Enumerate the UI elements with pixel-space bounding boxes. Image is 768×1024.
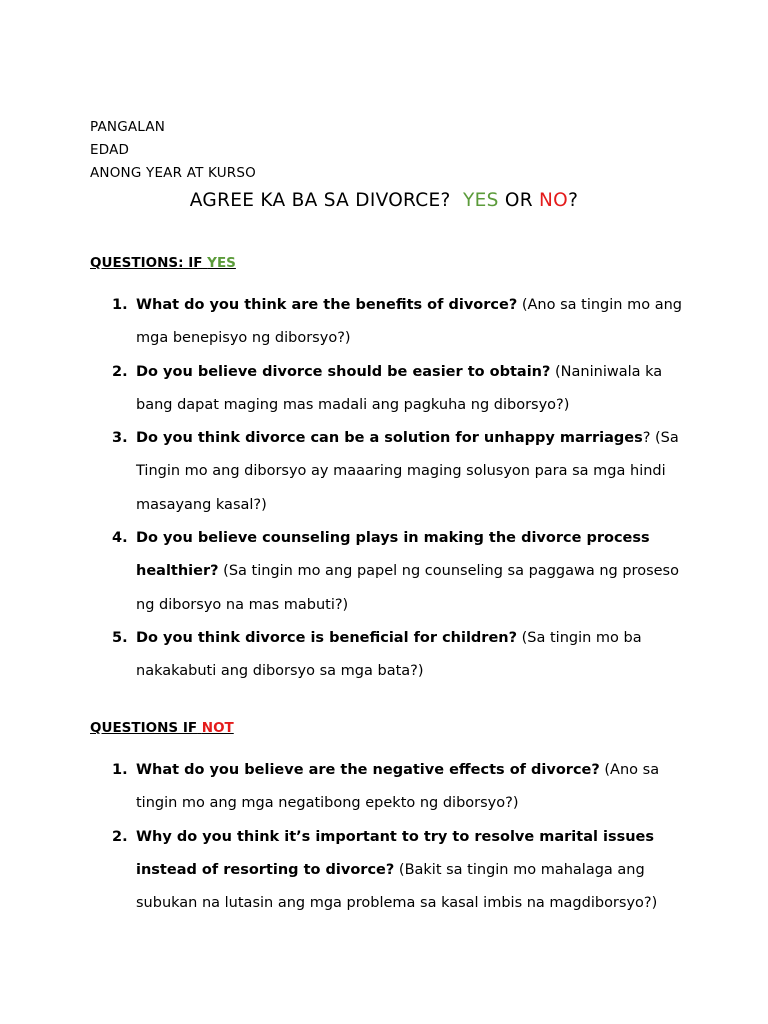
- question-number: 1.: [112, 297, 128, 313]
- question-number: 2.: [112, 828, 128, 845]
- question-translation: (Sa tingin mo ba nakakabuti ang diborsyo sa mga bata?): [136, 629, 642, 680]
- question-translation: (Bakit sa tingin mo mahalaga ang subukan na lutasin ang mga problema sa kasal imbis na magdiborsyo?): [136, 861, 658, 912]
- question-text: Why do you think it’s important to try to resolve marital issues instead of resorting to divorce?: [136, 828, 655, 878]
- no-question-list: [0, 754, 768, 920]
- title-main: AGREE KA BA SA DIVORCE?: [189, 190, 451, 211]
- title-no: NO: [539, 190, 569, 211]
- section-yes-heading: [90, 255, 236, 271]
- question-text: Do you think divorce can be a solution for unhappy marriages: [136, 430, 643, 447]
- section-yes-prefix: QUESTIONS: IF: [90, 255, 203, 271]
- age-label: EDAD: [90, 142, 130, 158]
- section-no-heading: [90, 720, 234, 736]
- section-yes-colored: YES: [207, 255, 236, 271]
- list-item: [0, 356, 768, 423]
- question-text: Do you think divorce is beneficial for children?: [136, 629, 518, 646]
- question-number: 4.: [112, 530, 128, 547]
- list-item: [0, 821, 768, 921]
- question-translation: (Ano sa tingin mo ang mga negatibong epekto ng diborsyo?): [136, 762, 660, 812]
- question-number: 1.: [112, 762, 128, 778]
- question-translation: (Naniniwala ka bang dapat maging mas madali ang pagkuha ng diborsyo?): [136, 363, 663, 413]
- question-number: 2.: [112, 363, 128, 380]
- question-text: What do you think are the benefits of divorce?: [136, 297, 518, 313]
- yes-question-list: [0, 289, 768, 689]
- question-text: What do you believe are the negative effects of divorce?: [136, 762, 600, 778]
- question-number: 5.: [112, 629, 128, 646]
- year-course-label: ANONG YEAR AT KURSO: [90, 165, 256, 181]
- title-yes: YES: [463, 190, 499, 211]
- survey-title: [0, 190, 768, 211]
- list-item: [0, 289, 768, 356]
- question-number: 3.: [112, 430, 128, 447]
- question-text: Do you believe divorce should be easier to obtain?: [136, 363, 551, 380]
- list-item: [0, 422, 768, 522]
- question-translation: (Sa tingin mo ang papel ng counseling sa paggawa ng proseso ng diborsyo na mas mabuti?): [136, 563, 679, 613]
- section-no-prefix: QUESTIONS IF: [90, 720, 198, 736]
- list-item: [0, 522, 768, 622]
- question-translation: ? (Sa Tingin mo ang diborsyo ay maaaring maging solusyon para sa mga hindi masayang kasal?): [136, 430, 679, 513]
- title-end: ?: [568, 190, 579, 211]
- question-text: Do you believe counseling plays in making the divorce process healthier?: [136, 530, 650, 580]
- section-no-colored: NOT: [201, 720, 234, 736]
- list-item: [0, 622, 768, 689]
- name-label: PANGALAN: [90, 119, 166, 135]
- question-translation: (Ano sa tingin mo ang mga benepisyo ng diborsyo?): [136, 297, 682, 347]
- title-or: OR: [504, 190, 533, 211]
- list-item: [0, 754, 768, 821]
